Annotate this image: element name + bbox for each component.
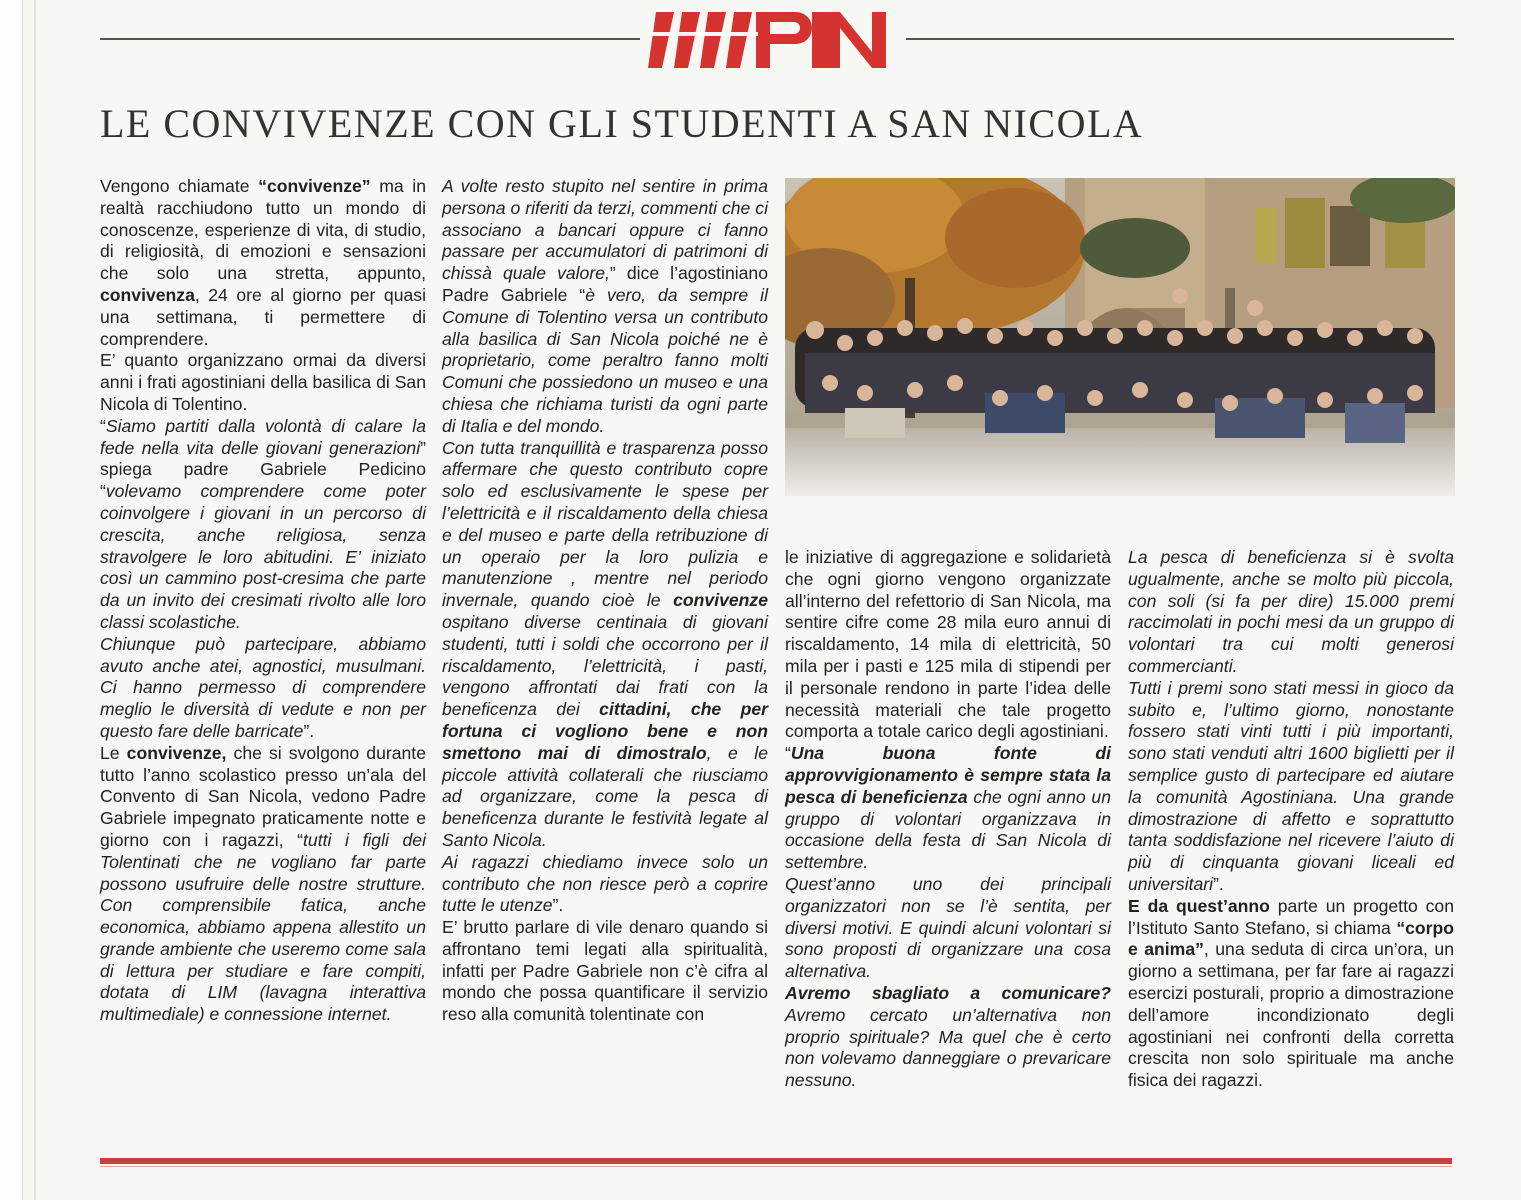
text-run: cittadini, che per fortuna ci vogliono bene e non smettono mai di dimostralo	[442, 699, 769, 763]
paragraph	[100, 743, 426, 1026]
footer-rule-thin	[100, 1166, 1452, 1167]
headline: LE CONVIVENZE CON GLI STUDENTI A SAN NICOLA	[100, 101, 1144, 146]
text-run: “convivenze”	[258, 176, 371, 196]
text-run: , e le piccole attività collaterali che riusciamo ad organizzare, come la pesca di beneficenza durante le festività legate al Santo Nicola.	[442, 742, 768, 850]
header-rule-left	[100, 38, 640, 40]
text-run: Quest’anno uno dei principali organizzatori non se l’è sentita, per diversi motivi. E quindi alcuni volontari si sono proposti di organizzare una cosa alternativa.	[785, 873, 1111, 982]
text-run: Ai ragazzi chiediamo invece solo un contributo che non riesce però a coprire tutte le utenze	[442, 851, 768, 916]
text-run: volevamo comprendere come poter coinvolgere i giovani in un percorso di crescita, anche religiosa, senza stravolgere le loro abitudini. E’ iniziato così un cammino post-cresima che parte da un invito dei cresimati rivolto alle loro classi scolastiche.	[100, 481, 426, 632]
text-run: Avremo cercato un’alternativa non proprio spirituale? Ma quel che è certo non volevamo danneggiare o prevaricare nessuno.	[785, 1004, 1111, 1091]
paragraph	[442, 917, 768, 1026]
text-run: E’ brutto parlare di vile denaro quando si affrontano temi legati alla spiritualità, infatti per Padre Gabriele non c’è cifra al mondo che possa quantificare il servizio reso alla comunità tolentinate con	[442, 917, 768, 1025]
footer-rule	[100, 1158, 1452, 1164]
scan-page-edge	[0, 0, 23, 1200]
text-run: convivenze,	[126, 742, 227, 763]
text-run: Avremo sbagliato a comunicare?	[785, 982, 1111, 1003]
column-1	[100, 176, 426, 1026]
text-run: , 24 ore al giorno per quasi una settimana, ti permettere di comprendere.	[100, 284, 426, 349]
text-run: E’ quanto organizzano ormai da diversi anni i frati agostiniani della basilica di San Nicola di Tolentino.	[100, 350, 426, 414]
paragraph	[100, 634, 426, 743]
text-run: convivenze	[673, 590, 768, 611]
text-run: che ogni anno un gruppo di volontari organizzava in occasione della festa di San Nicola di settembre.	[785, 786, 1111, 873]
text-run: , una seduta di circa un’ora, un giorno a settimana, per far fare ai ragazzi esercizi posturali, proprio a dimostrazione dell’amore incondizionato degli agostiniani nei confronti della corretta crescita non solo spirituale ma anche fisica dei ragazzi.	[1128, 939, 1454, 1091]
text-run: E da quest’anno	[1128, 895, 1270, 916]
text-run: è vero, da sempre il Comune di Tolentino versa un contributo alla basilica di San Nicola poiché ne è proprietario, come peraltro fanno molti Comuni che possiedono un museo e una chiesa che richiama turisti da ogni parte di Italia e del mondo.	[442, 284, 768, 436]
text-run: Chiunque può partecipare, abbiamo avuto anche atei, agnostici, musulmani. Ci hanno permesso di comprendere meglio le diversità di vedute e non per questo fare delle barricate	[100, 633, 426, 741]
text-run: che si svolgono durante tutto l’anno scolastico presso un’ala del Convento di San Nicola, vedono Padre Gabriele impegnato praticamente notte e giorno con i ragazzi, “	[100, 742, 426, 850]
text-run: Tutti i premi sono stati messi in gioco da subito e, l’ultimo giorno, nonostante fossero stati vinti tutti i più importanti, sono stati venduti altri 1600 biglietti per il semplice gusto di partecipare ed aiutare la comunità Agostiniana. Una grande dimostrazione di affetto e soprattutto tanta soddisfazione nel ricevere l’aiuto di più di cinquanta giovani liceali ed universitari	[1128, 677, 1454, 894]
column-4	[1128, 547, 1454, 1092]
text-run: ” dice l’agostiniano Padre Gabriele “	[442, 263, 768, 305]
text-run: ”.	[1213, 873, 1224, 894]
text-run: Le	[100, 742, 127, 763]
paragraph	[442, 852, 768, 917]
text-run: Con tutta tranquillità e trasparenza posso affermare che questo contributo copre solo ed esclusivamente le spese per l’elettricità e il riscaldamento della chiesa e del museo e parte della retribuzione di un operaio per la loro pulizia e manutenzione , mentre nel periodo invernale, quando cioè le	[442, 437, 768, 611]
paragraph	[100, 176, 426, 350]
text-run: “corpo e anima”	[1128, 917, 1454, 960]
text-run: La pesca di beneficienza si è svolta ugualmente, anche se molto più piccola, con soli (si fa per dire) 15.000 premi raccimolati in pochi mesi da un gruppo di volontari tra cui molti generosi commercianti.	[1128, 547, 1454, 676]
paragraph	[442, 438, 768, 852]
text-run: “	[100, 415, 106, 436]
text-run: le iniziative di aggregazione e solidarietà che ogni giorno vengono organizzate all’interno del refettorio di San Nicola, ma sentire cifre come 28 mila euro annui di riscaldamento, 14 mila di elettricità, 50 mila per i pasti e 125 mila di stipendi per il personale rendono in parte l’idea delle necessità materiali che tale progetto comporta a totale carico degli agostiniani.	[785, 547, 1111, 742]
text-run: Una buona fonte di approvvigionamento è sempre stata la pesca di beneficienza	[785, 743, 1111, 807]
text-run: ospitano diverse centinaia di giovani studenti, tutti i soldi che occorrono per il riscaldamento, l’elettricità, i pasti, vengono affrontati dai frati con la beneficenza dei	[442, 611, 768, 720]
text-run: ma in realtà racchiudono tutto un mondo di conoscenze, esperienze di vita, di studio, di religiosità, di emozioni e sensazioni che solo una stretta, appunto,	[100, 176, 426, 284]
paragraph	[1128, 896, 1454, 1092]
scan-fold-line	[34, 0, 36, 1200]
text-run: Siamo partiti dalla volontà di calare la fede nella vita delle giovani generazioni	[100, 415, 426, 458]
header-rule-right	[906, 38, 1454, 40]
text-run: ”.	[552, 895, 564, 916]
group-photo	[785, 178, 1455, 496]
text-run: convivenza	[100, 284, 195, 305]
column-2	[442, 176, 768, 1026]
paragraph	[1128, 547, 1454, 678]
text-run: A volte resto stupito nel sentire in prima persona o riferiti da terzi, commenti che ci associano a bancari oppure ci fanno passare per accumulatori di patrimoni di chissà quale valore,	[442, 176, 768, 284]
text-run: Vengono chiamate	[100, 176, 259, 196]
paragraph	[785, 874, 1111, 983]
paragraph	[100, 416, 426, 634]
text-run: “	[785, 743, 791, 764]
text-run: tutti i figli dei Tolentinati che ne vogliano far parte possono usufruire delle nostre strutture. Con comprensibile fatica, anche economica, abbiamo appena allestito un grande ambiente che useremo come sala di lettura per studiare e fare compiti, dotata di LIM (lavagna interattiva multimediale) e connessione internet.	[100, 829, 426, 1025]
text-run: parte un progetto con l’Istituto Santo Stefano, si chiama	[1128, 895, 1454, 938]
paragraph	[1128, 678, 1454, 896]
wpn-logo	[648, 6, 898, 70]
paragraph	[785, 983, 1111, 1092]
text-run: ” spiega padre Gabriele Pedicino “	[100, 437, 426, 502]
column-3	[785, 547, 1111, 1092]
paragraph	[785, 743, 1111, 874]
text-run: ”.	[303, 720, 315, 741]
paragraph	[100, 350, 426, 415]
paragraph	[442, 176, 768, 438]
paragraph	[785, 547, 1111, 743]
